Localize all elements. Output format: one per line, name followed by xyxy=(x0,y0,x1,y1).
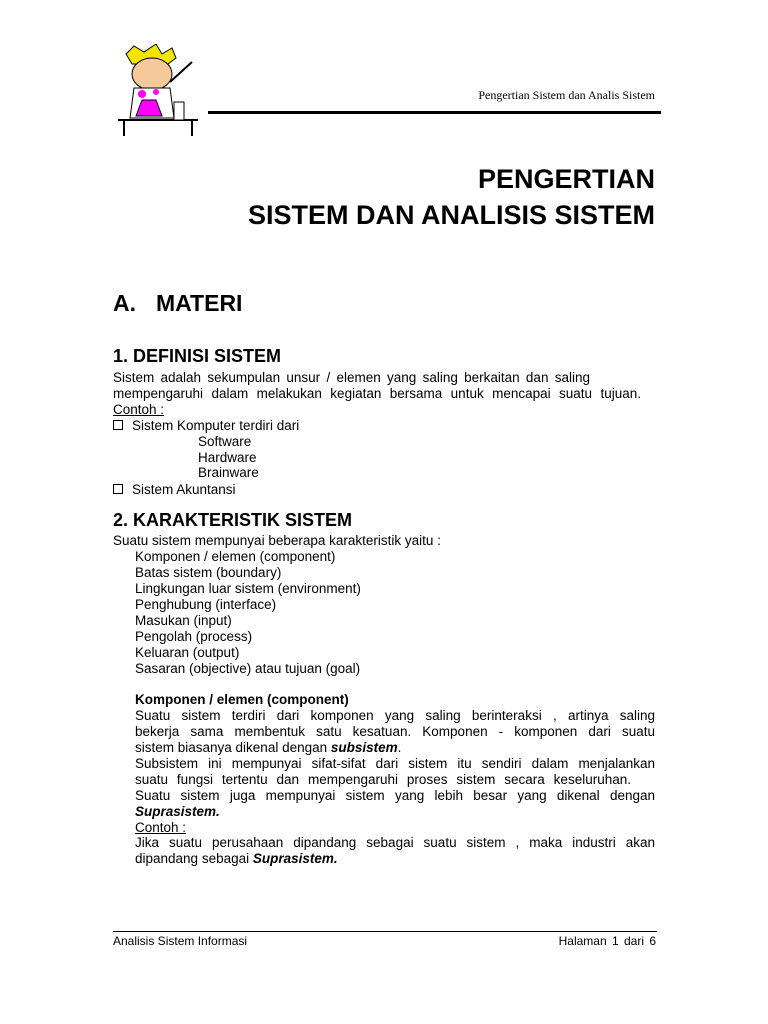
section-letter: A. xyxy=(113,290,136,316)
term-suprasistem: Suprasistem. xyxy=(252,851,338,866)
komponen-p1-line-2: bekerja sama membentuk satu kesatuan. Komponen - komponen dari suatu xyxy=(135,724,655,739)
karakteristik-heading: 2. KARAKTERISTIK SISTEM xyxy=(113,510,353,530)
definisi-line-2: mempengaruhi dalam melakukan kegiatan bersama untuk mencapai suatu tujuan. xyxy=(113,386,641,401)
sub-item: Brainware xyxy=(198,465,259,480)
karakteristik-item: Penghubung (interface) xyxy=(135,597,277,612)
bullet-item xyxy=(113,418,299,434)
komponen-heading: Komponen / elemen (component) xyxy=(135,692,349,707)
checkbox-bullet-icon xyxy=(113,420,123,430)
karakteristik-intro: Suatu sistem mempunyai beberapa karakteristik yaitu : xyxy=(113,533,441,548)
sub-item: Hardware xyxy=(198,450,257,465)
komponen-p4-line-2 xyxy=(135,851,338,867)
komponen-p1-line-3 xyxy=(135,740,401,756)
bullet-text: Sistem Komputer terdiri dari xyxy=(132,418,300,433)
section-heading xyxy=(113,290,242,317)
text-run: dipandang sebagai xyxy=(135,851,253,866)
karakteristik-item: Sasaran (objective) atau tujuan (goal) xyxy=(135,661,361,676)
page-title-line-1: PENGERTIAN xyxy=(477,164,655,194)
bullet-item xyxy=(113,482,236,498)
term-subsistem: subsistem xyxy=(330,740,398,755)
page-number: Halaman 1 dari 6 xyxy=(558,934,656,948)
karakteristik-item: Lingkungan luar sistem (environment) xyxy=(135,581,361,596)
karakteristik-item: Batas sistem (boundary) xyxy=(135,565,282,580)
term-suprasistem: Suprasistem. xyxy=(135,804,220,819)
komponen-contoh-label: Contoh : xyxy=(135,820,187,835)
footer-left: Analisis Sistem Informasi xyxy=(113,934,248,948)
karakteristik-item: Masukan (input) xyxy=(135,613,232,628)
footer-rule xyxy=(113,931,657,932)
definisi-heading: 1. DEFINISI SISTEM xyxy=(113,346,282,366)
karakteristik-item: Komponen / elemen (component) xyxy=(135,549,336,564)
checkbox-bullet-icon xyxy=(113,484,123,494)
sub-item: Software xyxy=(198,434,252,449)
header-rule xyxy=(208,111,661,114)
bullet-text: Sistem Akuntansi xyxy=(132,482,236,497)
text-run: sistem biasanya dikenal dengan xyxy=(135,740,331,755)
running-header: Pengertian Sistem dan Analis Sistem xyxy=(478,88,655,102)
definisi-contoh-label: Contoh : xyxy=(113,402,165,417)
section-name: MATERI xyxy=(156,290,243,316)
komponen-p3-line-1: Suatu sistem juga mempunyai sistem yang lebih besar yang dikenal dengan xyxy=(135,788,655,803)
page-title-line-2: SISTEM DAN ANALISIS SISTEM xyxy=(247,200,655,230)
scientist-logo xyxy=(112,44,202,136)
komponen-p2-line-1: Subsistem ini mempunyai sifat-sifat dari sistem itu sendiri dalam menjalankan xyxy=(135,756,655,771)
komponen-p2-line-2: suatu fungsi tertentu dan mempengaruhi proses sistem secara keseluruhan. xyxy=(135,772,631,787)
karakteristik-item: Pengolah (process) xyxy=(135,629,253,644)
definisi-line-1: Sistem adalah sekumpulan unsur / elemen yang saling berkaitan dan saling xyxy=(113,370,590,385)
text-run: . xyxy=(397,740,402,755)
komponen-p4-line-1: Jika suatu perusahaan dipandang sebagai suatu sistem , maka industri akan xyxy=(135,835,655,850)
komponen-p1-line-1: Suatu sistem terdiri dari komponen yang saling berinteraksi , artinya saling xyxy=(135,708,655,723)
karakteristik-item: Keluaran (output) xyxy=(135,645,240,660)
